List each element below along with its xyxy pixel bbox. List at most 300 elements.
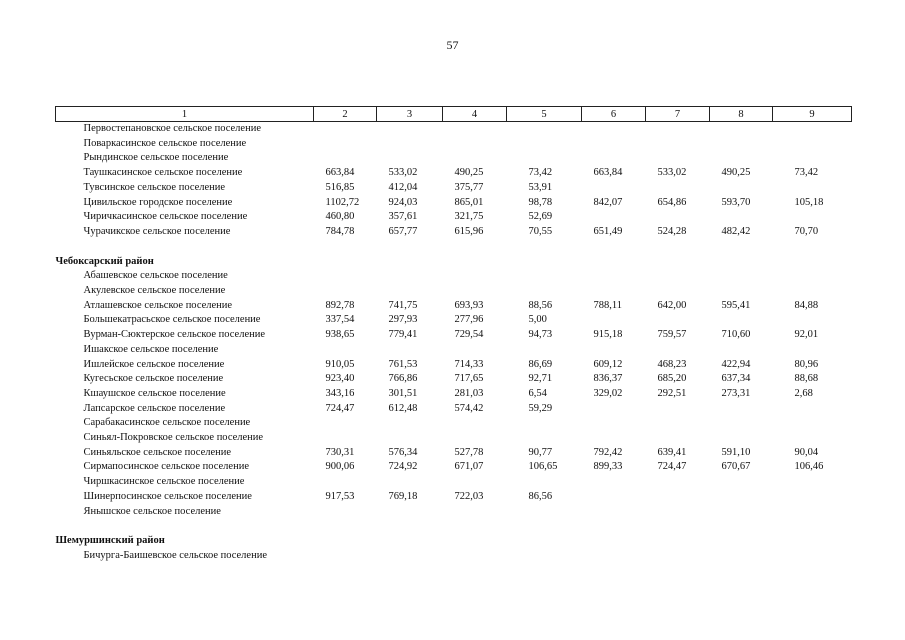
cell-col-7 <box>646 240 710 270</box>
cell-col-7 <box>646 416 710 431</box>
cell-col-5: 86,69 <box>528 358 553 370</box>
table-row <box>56 460 852 475</box>
cell-col-9 <box>773 240 852 270</box>
cell-col-7 <box>646 505 710 520</box>
cell-col-2: 460,80 <box>325 211 355 223</box>
cell-col-3 <box>377 519 443 549</box>
cell-col-9: 88,68 <box>794 373 819 385</box>
cell-col-8: 490,25 <box>721 167 751 179</box>
cell-col-6 <box>582 343 646 358</box>
table-row <box>56 387 852 402</box>
cell-col-8 <box>710 402 773 417</box>
cell-col-5: 94,73 <box>528 329 553 341</box>
cell-col-8: 595,41 <box>721 299 751 311</box>
cell-col-9: 70,70 <box>794 225 819 237</box>
cell-col-2 <box>314 505 377 520</box>
table-row <box>56 196 852 211</box>
cell-col-8 <box>710 549 773 564</box>
cell-col-2: 910,05 <box>325 358 355 370</box>
cell-col-3 <box>377 269 443 284</box>
cell-col-3: 769,18 <box>388 490 418 502</box>
cell-col-6 <box>582 151 646 166</box>
cell-col-2 <box>314 122 377 137</box>
cell-col-9 <box>773 343 852 358</box>
cell-col-5 <box>507 269 582 284</box>
district-heading-row <box>56 240 852 270</box>
cell-col-6: 788,11 <box>593 299 622 311</box>
cell-col-7 <box>646 284 710 299</box>
row-label: Рындинское сельское поселение <box>83 152 229 164</box>
cell-col-5 <box>507 549 582 564</box>
cell-col-7: 759,57 <box>657 329 687 341</box>
settlement-name <box>56 358 314 373</box>
table-header-row <box>56 107 852 122</box>
cell-col-5 <box>507 416 582 431</box>
cell-col-7 <box>646 181 710 196</box>
cell-col-4: 729,54 <box>454 329 484 341</box>
cell-col-9 <box>773 181 852 196</box>
cell-col-5: 70,55 <box>528 225 553 237</box>
cell-col-5: 90,77 <box>528 446 553 458</box>
cell-col-9: 106,46 <box>794 461 824 473</box>
cell-col-7 <box>646 210 710 225</box>
settlement-name <box>56 313 314 328</box>
cell-col-6: 663,84 <box>593 167 623 179</box>
cell-col-4 <box>443 505 507 520</box>
settlement-name <box>56 549 314 564</box>
cell-col-8 <box>710 490 773 505</box>
cell-col-5: 92,71 <box>528 373 553 385</box>
cell-col-6: 836,37 <box>593 373 623 385</box>
cell-col-2: 516,85 <box>325 181 355 193</box>
cell-col-7 <box>646 431 710 446</box>
cell-col-6 <box>582 490 646 505</box>
cell-col-2 <box>314 284 377 299</box>
cell-col-2: 892,78 <box>325 299 355 311</box>
table-row <box>56 446 852 461</box>
table-row <box>56 284 852 299</box>
cell-col-4: 490,25 <box>454 167 484 179</box>
cell-col-7 <box>646 519 710 549</box>
table-row <box>56 343 852 358</box>
cell-col-3 <box>377 240 443 270</box>
table-row <box>56 475 852 490</box>
cell-col-2 <box>314 240 377 270</box>
table-row <box>56 181 852 196</box>
row-label: Чиричкасинское сельское поселение <box>83 211 248 223</box>
cell-col-3: 533,02 <box>388 167 418 179</box>
column-header: 1 <box>56 107 314 122</box>
cell-col-8 <box>710 519 773 549</box>
cell-col-2: 337,54 <box>325 314 355 326</box>
cell-col-8 <box>710 416 773 431</box>
cell-col-6 <box>582 313 646 328</box>
cell-col-2: 724,47 <box>325 402 355 414</box>
cell-col-2 <box>314 549 377 564</box>
cell-col-8 <box>710 343 773 358</box>
cell-col-6 <box>582 210 646 225</box>
row-label: Большекатрасьское сельское поселение <box>83 314 261 326</box>
cell-col-8 <box>710 122 773 137</box>
row-label: Сирмапосинское сельское поселение <box>83 461 249 473</box>
cell-col-4: 375,77 <box>454 181 484 193</box>
row-label: Янышское сельское поселение <box>83 505 221 517</box>
row-label: Кшаушское сельское поселение <box>83 387 226 399</box>
table-row <box>56 210 852 225</box>
cell-col-4 <box>443 475 507 490</box>
cell-col-4: 714,33 <box>454 358 484 370</box>
row-label: Цивильское городское поселение <box>83 196 233 208</box>
cell-col-4 <box>443 343 507 358</box>
cell-col-8: 670,67 <box>721 461 751 473</box>
cell-col-8 <box>710 181 773 196</box>
page-number: 57 <box>446 38 459 52</box>
table-row <box>56 358 852 373</box>
row-label: Ишакское сельское поселение <box>83 343 219 355</box>
cell-col-9: 92,01 <box>794 329 819 341</box>
cell-col-3 <box>377 122 443 137</box>
cell-col-5 <box>507 137 582 152</box>
cell-col-5: 6,54 <box>528 387 547 399</box>
table-row <box>56 225 852 240</box>
row-label: Чурачикское сельское поселение <box>83 225 231 237</box>
cell-col-5: 52,69 <box>528 211 553 223</box>
cell-col-5: 86,56 <box>528 490 553 502</box>
row-label: Синьяльское сельское поселение <box>83 446 232 458</box>
cell-col-8: 482,42 <box>721 225 751 237</box>
cell-col-3: 412,04 <box>388 181 418 193</box>
cell-col-3 <box>377 505 443 520</box>
cell-col-5: 73,42 <box>528 167 553 179</box>
settlement-name <box>56 196 314 211</box>
cell-col-4 <box>443 519 507 549</box>
column-header: 5 <box>507 107 582 122</box>
column-header: 4 <box>443 107 507 122</box>
column-header: 8 <box>710 107 773 122</box>
cell-col-3: 576,34 <box>388 446 418 458</box>
cell-col-4: 722,03 <box>454 490 484 502</box>
row-label: Поваркасинское сельское поселение <box>83 137 247 149</box>
cell-col-3: 301,51 <box>388 387 418 399</box>
cell-col-5: 98,78 <box>528 196 553 208</box>
cell-col-6 <box>582 269 646 284</box>
cell-col-5 <box>507 505 582 520</box>
row-label: Акулевское сельское поселение <box>83 285 226 297</box>
settlement-name <box>56 299 314 314</box>
cell-col-5: 88,56 <box>528 299 553 311</box>
cell-col-7: 639,41 <box>657 446 687 458</box>
cell-col-4: 865,01 <box>454 196 484 208</box>
cell-col-6 <box>582 505 646 520</box>
settlement-name <box>56 475 314 490</box>
settlement-name <box>56 387 314 402</box>
cell-col-6: 915,18 <box>593 329 623 341</box>
settlement-name <box>56 210 314 225</box>
table-row <box>56 549 852 564</box>
row-label: Тувсинское сельское поселение <box>83 181 226 193</box>
cell-col-5 <box>507 431 582 446</box>
cell-col-2 <box>314 269 377 284</box>
cell-col-2 <box>314 475 377 490</box>
cell-col-3: 766,86 <box>388 373 418 385</box>
cell-col-2: 1102,72 <box>325 196 360 208</box>
cell-col-9: 90,04 <box>794 446 819 458</box>
row-label: Синьял-Покровское сельское поселение <box>83 432 264 444</box>
row-label: Первостепановское сельское поселение <box>83 123 261 134</box>
cell-col-8: 710,60 <box>721 329 751 341</box>
district-name <box>56 519 314 549</box>
settlement-name <box>56 181 314 196</box>
cell-col-5 <box>507 122 582 137</box>
cell-col-2: 343,16 <box>325 387 355 399</box>
settlement-name <box>56 284 314 299</box>
cell-col-3: 357,61 <box>388 211 418 223</box>
cell-col-8 <box>710 431 773 446</box>
cell-col-8 <box>710 269 773 284</box>
cell-col-2: 938,65 <box>325 329 355 341</box>
cell-col-4 <box>443 416 507 431</box>
settlement-name <box>56 431 314 446</box>
district-name <box>56 240 314 270</box>
cell-col-6: 329,02 <box>593 387 623 399</box>
cell-col-3 <box>377 475 443 490</box>
cell-col-4 <box>443 549 507 564</box>
cell-col-8 <box>710 151 773 166</box>
row-label: Шинерпосинское сельское поселение <box>83 490 252 502</box>
cell-col-8 <box>710 210 773 225</box>
cell-col-7 <box>646 122 710 137</box>
cell-col-8 <box>710 240 773 270</box>
cell-col-4: 321,75 <box>454 211 484 223</box>
row-label: Вурман-Сюктерское сельское поселение <box>83 329 266 341</box>
table-row <box>56 151 852 166</box>
cell-col-4: 671,07 <box>454 461 484 473</box>
cell-col-8 <box>710 313 773 328</box>
cell-col-6 <box>582 284 646 299</box>
row-label: Чебоксарский район <box>55 255 154 267</box>
row-label: Чиршкасинское сельское поселение <box>83 476 245 488</box>
cell-col-3 <box>377 416 443 431</box>
cell-col-9 <box>773 137 852 152</box>
cell-col-8: 637,34 <box>721 373 751 385</box>
cell-col-4 <box>443 431 507 446</box>
table-row <box>56 299 852 314</box>
cell-col-2 <box>314 151 377 166</box>
cell-col-8: 593,70 <box>721 196 751 208</box>
column-header: 9 <box>773 107 852 122</box>
cell-col-4: 693,93 <box>454 299 484 311</box>
row-label: Бичурга-Баишевское сельское поселение <box>83 549 267 561</box>
cell-col-9 <box>773 313 852 328</box>
cell-col-5 <box>507 343 582 358</box>
cell-col-4: 277,96 <box>454 314 484 326</box>
cell-col-4 <box>443 284 507 299</box>
row-label: Таушкасинское сельское поселение <box>83 167 243 179</box>
cell-col-8 <box>710 475 773 490</box>
cell-col-7 <box>646 549 710 564</box>
cell-col-8: 273,31 <box>721 387 751 399</box>
cell-col-7 <box>646 343 710 358</box>
cell-col-5: 53,91 <box>528 181 553 193</box>
cell-col-9 <box>773 431 852 446</box>
cell-col-9 <box>773 475 852 490</box>
cell-col-9 <box>773 284 852 299</box>
cell-col-5: 59,29 <box>528 402 553 414</box>
cell-col-7: 524,28 <box>657 225 687 237</box>
settlement-name <box>56 225 314 240</box>
cell-col-6 <box>582 519 646 549</box>
cell-col-9 <box>773 122 852 137</box>
cell-col-4 <box>443 240 507 270</box>
cell-col-5: 106,65 <box>528 461 558 473</box>
cell-col-4: 717,65 <box>454 373 484 385</box>
cell-col-8: 422,94 <box>721 358 751 370</box>
cell-col-6 <box>582 549 646 564</box>
cell-col-2 <box>314 519 377 549</box>
cell-col-4 <box>443 122 507 137</box>
cell-col-8: 591,10 <box>721 446 751 458</box>
cell-col-2: 923,40 <box>325 373 355 385</box>
cell-col-7 <box>646 475 710 490</box>
cell-col-4 <box>443 151 507 166</box>
cell-col-6: 792,42 <box>593 446 623 458</box>
table-row <box>56 505 852 520</box>
cell-col-8 <box>710 505 773 520</box>
cell-col-9 <box>773 402 852 417</box>
budget-table <box>55 106 852 564</box>
row-label: Шемуршинский район <box>55 535 165 547</box>
cell-col-6 <box>582 240 646 270</box>
settlement-name <box>56 402 314 417</box>
cell-col-9 <box>773 269 852 284</box>
cell-col-4 <box>443 137 507 152</box>
table-row <box>56 269 852 284</box>
cell-col-3: 924,03 <box>388 196 418 208</box>
cell-col-2 <box>314 137 377 152</box>
cell-col-5 <box>507 240 582 270</box>
cell-col-9: 80,96 <box>794 358 819 370</box>
settlement-name <box>56 372 314 387</box>
cell-col-5 <box>507 475 582 490</box>
cell-col-9: 105,18 <box>794 196 824 208</box>
cell-col-9 <box>773 416 852 431</box>
cell-col-7: 685,20 <box>657 373 687 385</box>
cell-col-6: 651,49 <box>593 225 623 237</box>
cell-col-2: 784,78 <box>325 225 355 237</box>
cell-col-3: 779,41 <box>388 329 418 341</box>
settlement-name <box>56 151 314 166</box>
cell-col-6: 899,33 <box>593 461 623 473</box>
cell-col-9: 84,88 <box>794 299 819 311</box>
cell-col-4: 527,78 <box>454 446 484 458</box>
cell-col-3: 724,92 <box>388 461 418 473</box>
cell-col-4: 574,42 <box>454 402 484 414</box>
cell-col-8 <box>710 137 773 152</box>
cell-col-4: 281,03 <box>454 387 484 399</box>
row-label: Атлашевское сельское поселение <box>83 299 233 311</box>
settlement-name <box>56 446 314 461</box>
cell-col-3: 761,53 <box>388 358 418 370</box>
cell-col-9: 2,68 <box>794 387 813 399</box>
cell-col-2: 730,31 <box>325 446 355 458</box>
cell-col-3 <box>377 343 443 358</box>
settlement-name <box>56 343 314 358</box>
cell-col-4 <box>443 269 507 284</box>
settlement-name <box>56 137 314 152</box>
cell-col-3 <box>377 151 443 166</box>
cell-col-6 <box>582 137 646 152</box>
cell-col-9 <box>773 210 852 225</box>
cell-col-7 <box>646 151 710 166</box>
table-row <box>56 431 852 446</box>
cell-col-3 <box>377 137 443 152</box>
cell-col-5 <box>507 519 582 549</box>
table-body <box>56 122 852 564</box>
column-header: 6 <box>582 107 646 122</box>
cell-col-5: 5,00 <box>528 314 547 326</box>
settlement-name <box>56 166 314 181</box>
column-header: 2 <box>314 107 377 122</box>
cell-col-5 <box>507 151 582 166</box>
cell-col-6 <box>582 122 646 137</box>
table-row <box>56 416 852 431</box>
table-row <box>56 122 852 137</box>
settlement-name <box>56 490 314 505</box>
cell-col-2 <box>314 431 377 446</box>
cell-col-9: 73,42 <box>794 167 819 179</box>
district-heading-row <box>56 519 852 549</box>
cell-col-3 <box>377 284 443 299</box>
row-label: Лапсарское сельское поселение <box>83 402 226 414</box>
cell-col-6 <box>582 475 646 490</box>
cell-col-9 <box>773 490 852 505</box>
table-row <box>56 166 852 181</box>
cell-col-7: 642,00 <box>657 299 687 311</box>
cell-col-3: 657,77 <box>388 225 418 237</box>
cell-col-3 <box>377 549 443 564</box>
settlement-name <box>56 269 314 284</box>
cell-col-7 <box>646 313 710 328</box>
cell-col-9 <box>773 151 852 166</box>
cell-col-3: 612,48 <box>388 402 418 414</box>
cell-col-2 <box>314 343 377 358</box>
cell-col-6 <box>582 181 646 196</box>
cell-col-6 <box>582 416 646 431</box>
cell-col-7: 724,47 <box>657 461 687 473</box>
cell-col-9 <box>773 505 852 520</box>
cell-col-7: 468,23 <box>657 358 687 370</box>
cell-col-8 <box>710 284 773 299</box>
settlement-name <box>56 122 314 137</box>
cell-col-2 <box>314 416 377 431</box>
cell-col-6 <box>582 402 646 417</box>
cell-col-6 <box>582 431 646 446</box>
cell-col-2: 900,06 <box>325 461 355 473</box>
table-row <box>56 490 852 505</box>
cell-col-7: 654,86 <box>657 196 687 208</box>
column-header: 3 <box>377 107 443 122</box>
settlement-name <box>56 416 314 431</box>
cell-col-7 <box>646 269 710 284</box>
cell-col-9 <box>773 549 852 564</box>
table-row <box>56 137 852 152</box>
table-row <box>56 328 852 343</box>
cell-col-3: 297,93 <box>388 314 418 326</box>
cell-col-7 <box>646 402 710 417</box>
cell-col-3 <box>377 431 443 446</box>
table-row <box>56 372 852 387</box>
cell-col-7: 533,02 <box>657 167 687 179</box>
